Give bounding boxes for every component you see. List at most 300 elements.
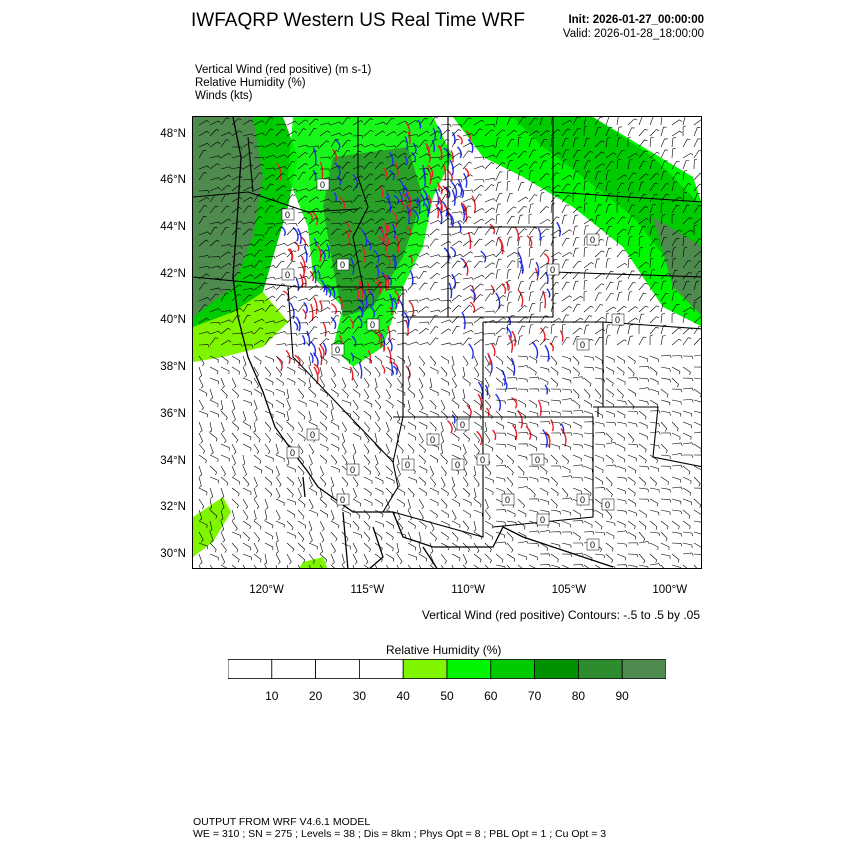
model-footer [193,816,606,840]
wind-barb [397,343,408,345]
vertical-wind-streak [382,365,385,373]
wind-barb [595,565,603,569]
contour-label [347,464,359,475]
wind-barb [276,532,278,543]
wind-barb [562,510,571,516]
wind-barb [617,367,624,375]
wind-barb [309,310,320,313]
wind-barb [683,411,692,417]
colorbar-label: 90 [615,689,629,703]
wind-barb [243,554,251,560]
wind-barb [606,477,612,486]
wind-barb [452,389,455,400]
wind-barb [496,477,505,482]
wind-barb [408,329,418,334]
wind-barb [595,356,603,364]
wind-barb [683,153,693,158]
wind-barb [606,455,613,463]
valid-label: Valid: [562,28,591,40]
wind-barb [243,565,247,569]
wind-barb [220,400,223,410]
wind-barb [254,389,262,397]
wind-barb [573,304,580,312]
wind-barb [353,433,361,440]
wind-barb [364,378,369,388]
wind-barb [430,338,438,345]
wind-barb [485,333,495,336]
wind-barb [419,298,429,301]
wind-barb [276,367,282,377]
init-time [563,13,704,27]
wind-barb [408,342,418,345]
wind-barb [496,389,506,392]
wind-barb [683,328,692,334]
wind-barb [551,411,561,416]
wind-barb [254,433,260,442]
wind-barb [463,151,471,158]
wind-barb [375,378,377,389]
wind-barb [628,307,638,312]
wind-barb [584,325,589,334]
wind-barb [474,219,484,224]
wind-barb [275,565,278,569]
wind-barb [485,477,493,483]
wind-barb [430,466,434,476]
wind-barb [518,499,525,508]
wind-barb [331,521,339,528]
wind-barb [474,422,482,430]
wind-barb [606,400,614,408]
wind-barb [573,455,581,462]
wind-barb [221,477,228,486]
wind-barb [386,411,392,421]
wind-barb [606,554,613,563]
wind-barb [342,400,351,406]
wind-barb [540,219,550,224]
wind-barb [661,422,667,432]
wind-barb [672,148,676,158]
wind-barb [254,455,261,464]
wind-barb [661,543,669,550]
wind-barb [661,554,670,559]
contour-label-text: 0 [615,315,621,325]
wind-barb [650,510,659,515]
wind-barb [473,466,476,476]
wind-barb [683,367,690,375]
wind-barb [232,499,238,508]
wind-barb [221,433,226,443]
wind-barb [595,273,605,279]
wind-barb [364,477,372,484]
contour-label [577,339,589,350]
wind-barb [408,499,411,510]
wind-barb [276,411,284,417]
wind-barb [440,444,443,454]
wind-barb [419,378,423,388]
vertical-wind-streak [296,279,298,291]
wind-barb [672,356,682,359]
wind-barb [353,521,359,530]
wind-barb [287,261,295,268]
wind-barb [694,355,702,358]
wind-barb [518,197,528,202]
wind-barb [419,328,429,334]
vertical-wind-streak [478,394,481,410]
contour-label [547,264,559,275]
wind-barb [650,411,660,414]
wind-barb [617,422,626,427]
wind-barb [485,433,490,443]
wind-barb [694,400,702,406]
wind-barb [353,510,360,519]
wind-barb [265,543,273,550]
wind-barb [462,367,465,377]
wind-barb [628,119,637,125]
wind-barb [353,378,358,388]
wind-barb [639,293,646,301]
wind-barb [639,554,645,563]
wind-barb [606,510,612,520]
wind-barb [694,554,702,557]
wind-barb [595,400,603,407]
wind-barb [507,510,515,517]
wind-barb [496,444,506,447]
wind-barb [683,139,690,147]
wind-barb [617,400,626,405]
wind-barb [573,328,583,334]
contour-label-text: 0 [550,265,556,275]
wind-barb [364,554,368,564]
wind-barb [683,161,689,170]
wind-barb [507,565,513,569]
contour-label [587,539,599,550]
wind-barb [364,422,370,432]
wind-barb [485,521,493,528]
wind-barb [243,543,251,551]
wind-barb [342,455,347,465]
wind-barb [694,488,702,491]
wind-barb [210,411,218,417]
wind-barb [672,313,675,323]
wind-barb [276,466,280,476]
wind-barb [562,521,570,527]
contour-label [317,179,329,190]
wind-barb [375,422,380,432]
wind-barb [683,499,692,505]
wind-barb [199,422,202,432]
wind-barb [243,532,250,541]
wind-barb [639,337,646,345]
wind-barb [540,466,547,474]
wind-barb [617,531,627,534]
wind-barb [617,389,623,398]
wind-barb [397,499,405,507]
wind-barb [452,488,457,498]
wind-barb [287,466,295,473]
wind-barb [694,120,702,125]
wind-barb [661,455,671,459]
wind-barb [287,433,293,443]
contour-label-text: 0 [540,515,546,525]
colorbar-swatch [316,660,360,679]
wind-barb [672,443,682,446]
wind-barb [661,400,670,405]
wind-barb [441,343,452,345]
wind-barb [309,400,317,406]
wind-barb [639,283,648,290]
wind-barb [683,443,693,446]
lat-tick-label: 30°N [160,547,186,560]
wind-barb [265,477,272,486]
wind-barb [639,455,646,463]
wind-barb [485,356,489,366]
wind-barb [551,455,557,464]
wind-barb [639,477,646,486]
wind-barb [243,400,252,406]
wind-barb [540,477,549,482]
wind-barb [265,565,269,569]
wind-barb [529,444,537,451]
wind-barb [397,488,405,496]
wind-barb [243,367,247,377]
wind-barb [606,271,614,279]
wind-barb [639,117,645,125]
wind-barb [562,455,569,464]
wind-barb [485,199,495,202]
wind-barb [474,166,484,169]
wind-barb [287,309,298,312]
wind-barb [276,243,287,246]
contour-label-text: 0 [430,435,436,445]
wind-barb [331,422,339,429]
wind-barb [661,466,671,469]
wind-barb [276,499,284,506]
wind-barb [551,532,561,535]
wind-barb [573,296,583,301]
wind-barb [474,477,479,487]
wind-barb [606,356,614,363]
wind-barb [419,433,423,443]
wind-barb [562,444,571,450]
contour-label [307,429,319,440]
wind-barb [408,378,411,389]
wind-barb [507,411,516,416]
wind-barb [232,411,236,421]
wind-barb [474,488,476,499]
wind-barb [573,543,583,546]
wind-barb [463,162,472,169]
wind-barb [397,554,402,564]
wind-barb [199,389,207,396]
wind-barb [562,205,569,213]
wind-barb [221,389,227,398]
wind-barb [430,298,441,301]
wind-barb [628,128,635,136]
wind-barb [264,554,267,564]
wind-barb [518,565,525,569]
wind-barb [254,521,261,530]
wind-barb [232,378,236,388]
wind-barb [210,389,213,400]
wind-barb [661,444,667,453]
wind-barb [606,543,613,551]
wind-barb [694,128,700,136]
colorbar-label: 10 [265,689,279,703]
wind-barb [441,130,450,136]
wind-barb [496,455,503,464]
wind-barb [540,192,544,202]
wind-barb [232,367,240,375]
field-list [195,64,371,103]
wind-barb [320,422,327,431]
wind-barb [386,521,394,529]
wind-barb [562,399,572,402]
wind-barb [254,543,258,553]
wind-barb [199,455,206,463]
wind-barb [287,565,290,569]
wind-barb [474,318,484,324]
wind-barb [419,307,429,312]
wind-barb [320,477,326,487]
vertical-wind-streak [311,304,313,321]
wind-barb [331,444,339,451]
wind-barb [452,433,459,441]
vertical-wind-streak [477,431,482,445]
vertical-wind-streak [472,196,475,213]
wind-barb [672,554,679,563]
wind-barb [551,477,558,486]
wind-barb [595,433,605,436]
contour-label-text: 0 [370,320,376,330]
colorbar-swatch [535,660,579,679]
wind-barb [617,281,622,290]
wind-barb [507,554,515,562]
wind-barb [573,477,583,481]
wind-barb [518,486,528,489]
wind-barb [386,554,394,562]
wind-barb [353,411,359,420]
wind-barb [507,388,517,391]
vertical-wind-streak [541,328,545,342]
wind-barb [430,400,436,409]
wind-barb [518,336,523,345]
wind-barb [617,433,625,441]
wind-barb [672,454,682,457]
wind-barb [639,366,649,369]
wind-barb [265,389,273,395]
wind-barb [551,521,560,527]
contour-label-text: 0 [535,455,541,465]
contour-label [602,499,614,510]
wind-barb [441,356,449,364]
wind-barb [408,444,414,453]
wind-barb [210,466,217,475]
vertical-wind-streak [294,322,298,331]
wind-barb [672,339,682,345]
wind-barb [298,411,305,420]
wind-barb [386,400,393,408]
wind-barb [573,488,582,494]
wind-barb [463,477,468,487]
wind-barb [441,433,444,444]
wind-barb [265,455,273,462]
wind-barb [485,343,496,346]
wind-barb [286,389,289,399]
wind-barb [386,488,392,497]
wind-barb [199,411,207,417]
wind-barb [320,411,327,420]
wind-barb [485,367,491,376]
wind-barb [353,444,356,454]
wind-barb [485,163,494,170]
wind-barb [430,477,436,487]
wind-barb [254,488,257,499]
wind-barb [320,433,327,441]
vertical-wind-streak [493,430,496,440]
wind-barb [485,466,491,475]
wind-barb [254,400,257,410]
wind-barb [265,422,271,432]
wind-barb [364,367,371,376]
wind-barb [265,287,275,291]
wind-barb [595,389,601,399]
wind-barb [672,400,681,405]
wind-barb [529,367,536,375]
wind-barb [287,223,297,226]
wind-barb [287,367,295,374]
wind-barb [650,389,659,395]
wind-barb [617,250,626,257]
wind-barb [496,172,503,180]
wind-barb [243,521,251,529]
wind-barb [463,190,473,193]
wind-barb [331,565,338,569]
contour-label-text: 0 [290,448,296,458]
wind-barb [210,488,213,499]
wind-barb [408,488,414,497]
wind-barb [518,366,528,369]
wind-barb [353,389,360,397]
wind-barb [221,378,224,388]
wind-barb [265,466,273,474]
wind-barb [232,444,236,454]
lat-tick-label: 36°N [160,407,186,420]
wind-barb [342,422,347,432]
vertical-wind-streak [323,322,326,336]
wind-barb [573,433,583,438]
wind-barb [617,444,625,451]
wind-barb [606,443,616,446]
wind-barb [298,433,305,441]
wind-barb [683,521,690,529]
wind-barb [331,477,334,488]
wind-barb [551,466,561,469]
wind-barb [683,565,690,569]
wind-barb [661,117,665,125]
wind-barb [309,455,312,465]
wind-barb [617,292,622,301]
wind-barb [496,521,506,525]
wind-barb [672,367,680,374]
wind-barb [639,422,647,429]
wind-barb [265,433,271,443]
wind-barb [573,226,578,235]
wind-barb [309,488,317,495]
wind-barb [286,411,289,421]
wind-barb [221,554,225,564]
wind-barb [474,411,481,419]
wind-barb [353,565,355,569]
